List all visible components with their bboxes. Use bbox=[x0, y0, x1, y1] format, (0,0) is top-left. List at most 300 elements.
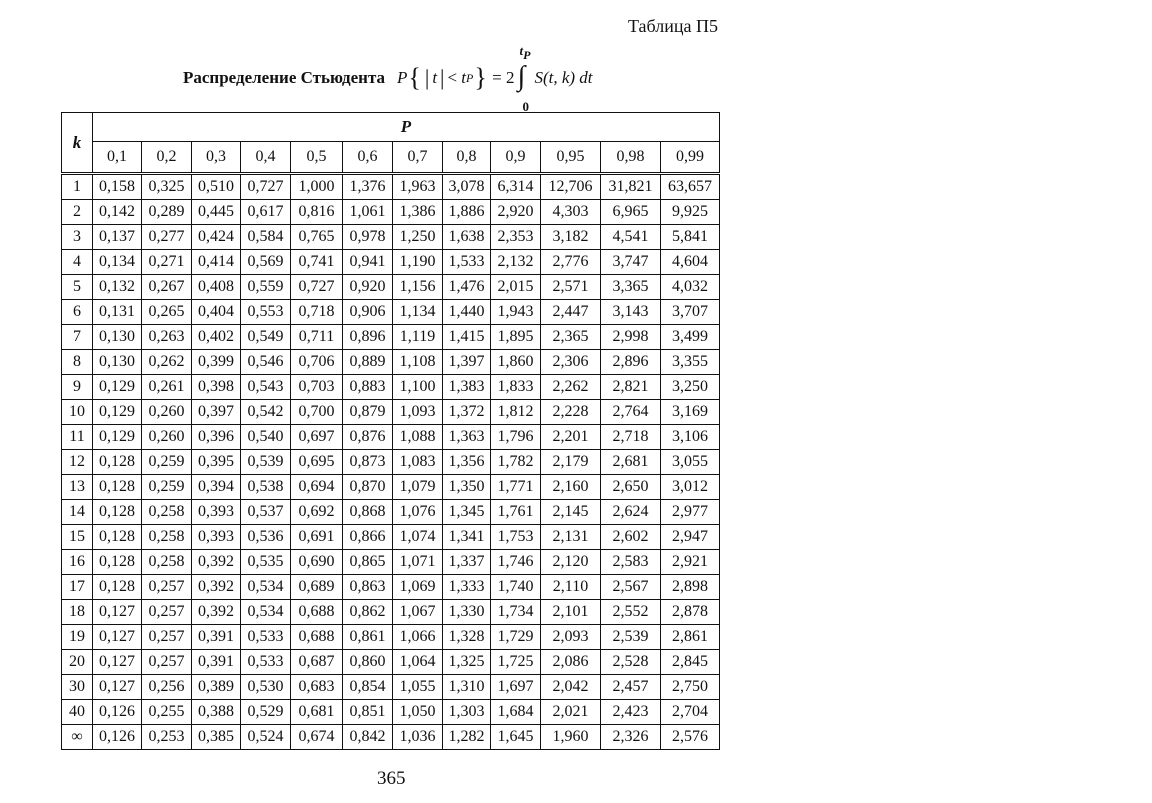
formula-left-brace: { bbox=[408, 63, 421, 92]
value-cell: 0,539 bbox=[241, 450, 291, 475]
value-cell: 1,746 bbox=[491, 550, 541, 575]
table-row bbox=[62, 600, 720, 625]
value-cell: 0,559 bbox=[241, 275, 291, 300]
value-cell: 0,683 bbox=[291, 675, 343, 700]
value-cell: 0,128 bbox=[93, 575, 142, 600]
value-cell: 1,134 bbox=[393, 300, 443, 325]
value-cell: 0,126 bbox=[93, 700, 142, 725]
value-cell: 1,771 bbox=[491, 475, 541, 500]
table-row bbox=[62, 300, 720, 325]
value-cell: 0,978 bbox=[343, 225, 393, 250]
value-cell: 0,765 bbox=[291, 225, 343, 250]
value-cell: 0,691 bbox=[291, 525, 343, 550]
value-cell: 0,860 bbox=[343, 650, 393, 675]
value-cell: 0,130 bbox=[93, 350, 142, 375]
value-cell: 0,257 bbox=[142, 600, 192, 625]
value-cell: 1,397 bbox=[443, 350, 491, 375]
value-cell: 1,415 bbox=[443, 325, 491, 350]
value-cell: 3,250 bbox=[661, 375, 720, 400]
value-cell: 1,303 bbox=[443, 700, 491, 725]
value-cell: 3,499 bbox=[661, 325, 720, 350]
probability-header: 0,5 bbox=[291, 142, 343, 174]
probability-header: 0,2 bbox=[142, 142, 192, 174]
value-cell: 0,129 bbox=[93, 425, 142, 450]
value-cell: 0,393 bbox=[192, 500, 241, 525]
k-cell: 15 bbox=[62, 525, 93, 550]
value-cell: 63,657 bbox=[661, 174, 720, 200]
k-cell: 1 bbox=[62, 174, 93, 200]
table-row bbox=[62, 425, 720, 450]
value-cell: 12,706 bbox=[541, 174, 601, 200]
value-cell: 1,740 bbox=[491, 575, 541, 600]
value-cell: 0,870 bbox=[343, 475, 393, 500]
value-cell: 2,920 bbox=[491, 200, 541, 225]
k-cell: 7 bbox=[62, 325, 93, 350]
value-cell: 0,697 bbox=[291, 425, 343, 450]
value-cell: 0,534 bbox=[241, 600, 291, 625]
value-cell: 1,083 bbox=[393, 450, 443, 475]
table-body bbox=[62, 174, 720, 750]
value-cell: 4,541 bbox=[601, 225, 661, 250]
value-cell: 4,032 bbox=[661, 275, 720, 300]
value-cell: 0,681 bbox=[291, 700, 343, 725]
table-label: Таблица П5 bbox=[628, 16, 718, 36]
value-cell: 1,069 bbox=[393, 575, 443, 600]
value-cell: 2,650 bbox=[601, 475, 661, 500]
value-cell: 1,725 bbox=[491, 650, 541, 675]
value-cell: 0,549 bbox=[241, 325, 291, 350]
value-cell: 2,750 bbox=[661, 675, 720, 700]
value-cell: 2,423 bbox=[601, 700, 661, 725]
formula-integrand: S(t, k) dt bbox=[534, 68, 593, 87]
value-cell: 2,776 bbox=[541, 250, 601, 275]
value-cell: 1,796 bbox=[491, 425, 541, 450]
k-cell: 40 bbox=[62, 700, 93, 725]
value-cell: 0,873 bbox=[343, 450, 393, 475]
table-row bbox=[62, 174, 720, 200]
value-cell: 3,365 bbox=[601, 275, 661, 300]
value-cell: 2,132 bbox=[491, 250, 541, 275]
value-cell: 3,169 bbox=[661, 400, 720, 425]
value-cell: 0,866 bbox=[343, 525, 393, 550]
table-row bbox=[62, 700, 720, 725]
table-row bbox=[62, 525, 720, 550]
value-cell: 1,476 bbox=[443, 275, 491, 300]
value-cell: 0,394 bbox=[192, 475, 241, 500]
formula-right-brace: } bbox=[474, 63, 487, 92]
value-cell: 0,127 bbox=[93, 600, 142, 625]
value-cell: 0,524 bbox=[241, 725, 291, 750]
value-cell: 1,100 bbox=[393, 375, 443, 400]
value-cell: 0,392 bbox=[192, 550, 241, 575]
value-cell: 2,042 bbox=[541, 675, 601, 700]
value-cell: 4,604 bbox=[661, 250, 720, 275]
value-cell: 0,906 bbox=[343, 300, 393, 325]
value-cell: 0,530 bbox=[241, 675, 291, 700]
k-cell: 20 bbox=[62, 650, 93, 675]
value-cell: 2,528 bbox=[601, 650, 661, 675]
value-cell: 3,055 bbox=[661, 450, 720, 475]
value-cell: 3,078 bbox=[443, 174, 491, 200]
value-cell: 0,700 bbox=[291, 400, 343, 425]
value-cell: 2,861 bbox=[661, 625, 720, 650]
value-cell: 1,697 bbox=[491, 675, 541, 700]
table-row bbox=[62, 325, 720, 350]
value-cell: 1,440 bbox=[443, 300, 491, 325]
value-cell: 1,036 bbox=[393, 725, 443, 750]
formula-p: P bbox=[397, 68, 408, 87]
value-cell: 0,142 bbox=[93, 200, 142, 225]
value-cell: 0,399 bbox=[192, 350, 241, 375]
value-cell: 2,120 bbox=[541, 550, 601, 575]
probability-header: 0,3 bbox=[192, 142, 241, 174]
value-cell: 2,898 bbox=[661, 575, 720, 600]
k-column-header: k bbox=[62, 113, 93, 174]
value-cell: 2,602 bbox=[601, 525, 661, 550]
k-cell: ∞ bbox=[62, 725, 93, 750]
value-cell: 0,862 bbox=[343, 600, 393, 625]
value-cell: 0,876 bbox=[343, 425, 393, 450]
value-cell: 1,638 bbox=[443, 225, 491, 250]
value-cell: 0,397 bbox=[192, 400, 241, 425]
value-cell: 1,376 bbox=[343, 174, 393, 200]
value-cell: 0,553 bbox=[241, 300, 291, 325]
value-cell: 0,727 bbox=[291, 275, 343, 300]
value-cell: 0,255 bbox=[142, 700, 192, 725]
value-cell: 0,134 bbox=[93, 250, 142, 275]
value-cell: 1,066 bbox=[393, 625, 443, 650]
table-row bbox=[62, 450, 720, 475]
value-cell: 0,258 bbox=[142, 550, 192, 575]
value-cell: 0,408 bbox=[192, 275, 241, 300]
k-cell: 9 bbox=[62, 375, 93, 400]
value-cell: 0,529 bbox=[241, 700, 291, 725]
value-cell: 1,156 bbox=[393, 275, 443, 300]
table-row bbox=[62, 500, 720, 525]
formula-abs-left: | bbox=[424, 65, 430, 90]
value-cell: 2,896 bbox=[601, 350, 661, 375]
table-row bbox=[62, 725, 720, 750]
table-row bbox=[62, 625, 720, 650]
value-cell: 1,119 bbox=[393, 325, 443, 350]
value-cell: 1,067 bbox=[393, 600, 443, 625]
table-row bbox=[62, 650, 720, 675]
probability-header: 0,8 bbox=[443, 142, 491, 174]
value-cell: 0,265 bbox=[142, 300, 192, 325]
value-cell: 0,537 bbox=[241, 500, 291, 525]
value-cell: 0,688 bbox=[291, 600, 343, 625]
value-cell: 2,457 bbox=[601, 675, 661, 700]
value-cell: 0,424 bbox=[192, 225, 241, 250]
probability-header: 0,6 bbox=[343, 142, 393, 174]
value-cell: 0,535 bbox=[241, 550, 291, 575]
value-cell: 1,282 bbox=[443, 725, 491, 750]
value-cell: 1,337 bbox=[443, 550, 491, 575]
value-cell: 2,998 bbox=[601, 325, 661, 350]
value-cell: 1,761 bbox=[491, 500, 541, 525]
value-cell: 0,263 bbox=[142, 325, 192, 350]
value-cell: 0,896 bbox=[343, 325, 393, 350]
value-cell: 1,055 bbox=[393, 675, 443, 700]
value-cell: 2,718 bbox=[601, 425, 661, 450]
value-cell: 1,350 bbox=[443, 475, 491, 500]
value-cell: 1,310 bbox=[443, 675, 491, 700]
value-cell: 2,145 bbox=[541, 500, 601, 525]
formula-coef: 2 bbox=[505, 68, 515, 87]
value-cell: 6,314 bbox=[491, 174, 541, 200]
value-cell: 2,306 bbox=[541, 350, 601, 375]
formula-eq: = bbox=[492, 68, 502, 87]
value-cell: 1,386 bbox=[393, 200, 443, 225]
table-row bbox=[62, 350, 720, 375]
value-cell: 0,706 bbox=[291, 350, 343, 375]
value-cell: 3,707 bbox=[661, 300, 720, 325]
value-cell: 0,271 bbox=[142, 250, 192, 275]
value-cell: 2,131 bbox=[541, 525, 601, 550]
value-cell: 0,391 bbox=[192, 650, 241, 675]
value-cell: 0,257 bbox=[142, 650, 192, 675]
value-cell: 2,681 bbox=[601, 450, 661, 475]
k-cell: 30 bbox=[62, 675, 93, 700]
value-cell: 0,127 bbox=[93, 650, 142, 675]
k-cell: 16 bbox=[62, 550, 93, 575]
value-cell: 0,260 bbox=[142, 425, 192, 450]
table-row bbox=[62, 675, 720, 700]
value-cell: 2,571 bbox=[541, 275, 601, 300]
student-distribution-table bbox=[61, 112, 720, 750]
value-cell: 0,267 bbox=[142, 275, 192, 300]
table-row bbox=[62, 400, 720, 425]
table-row bbox=[62, 475, 720, 500]
value-cell: 2,704 bbox=[661, 700, 720, 725]
value-cell: 1,076 bbox=[393, 500, 443, 525]
value-cell: 5,841 bbox=[661, 225, 720, 250]
value-cell: 2,101 bbox=[541, 600, 601, 625]
value-cell: 0,259 bbox=[142, 475, 192, 500]
value-cell: 0,584 bbox=[241, 225, 291, 250]
value-cell: 1,061 bbox=[343, 200, 393, 225]
value-cell: 1,000 bbox=[291, 174, 343, 200]
value-cell: 0,674 bbox=[291, 725, 343, 750]
value-cell: 0,402 bbox=[192, 325, 241, 350]
value-cell: 0,718 bbox=[291, 300, 343, 325]
value-cell: 1,064 bbox=[393, 650, 443, 675]
value-cell: 2,201 bbox=[541, 425, 601, 450]
value-cell: 0,132 bbox=[93, 275, 142, 300]
k-cell: 18 bbox=[62, 600, 93, 625]
k-cell: 19 bbox=[62, 625, 93, 650]
value-cell: 0,258 bbox=[142, 525, 192, 550]
value-cell: 1,330 bbox=[443, 600, 491, 625]
value-cell: 1,960 bbox=[541, 725, 601, 750]
value-cell: 2,086 bbox=[541, 650, 601, 675]
value-cell: 2,583 bbox=[601, 550, 661, 575]
value-cell: 0,128 bbox=[93, 550, 142, 575]
value-cell: 1,088 bbox=[393, 425, 443, 450]
value-cell: 2,110 bbox=[541, 575, 601, 600]
value-cell: 1,363 bbox=[443, 425, 491, 450]
value-cell: 0,158 bbox=[93, 174, 142, 200]
value-cell: 0,289 bbox=[142, 200, 192, 225]
table-row bbox=[62, 225, 720, 250]
value-cell: 1,071 bbox=[393, 550, 443, 575]
table-row bbox=[62, 275, 720, 300]
value-cell: 0,393 bbox=[192, 525, 241, 550]
value-cell: 6,965 bbox=[601, 200, 661, 225]
heading-title: Распределение Стьюдента bbox=[183, 68, 386, 87]
value-cell: 0,414 bbox=[192, 250, 241, 275]
value-cell: 2,447 bbox=[541, 300, 601, 325]
formula-abs-right: | bbox=[440, 65, 445, 90]
value-cell: 0,128 bbox=[93, 450, 142, 475]
table-row bbox=[62, 375, 720, 400]
value-cell: 0,256 bbox=[142, 675, 192, 700]
value-cell: 0,129 bbox=[93, 375, 142, 400]
value-cell: 0,259 bbox=[142, 450, 192, 475]
value-cell: 0,695 bbox=[291, 450, 343, 475]
probability-header: 0,4 bbox=[241, 142, 291, 174]
probability-header: 0,7 bbox=[393, 142, 443, 174]
value-cell: 0,392 bbox=[192, 600, 241, 625]
value-cell: 0,261 bbox=[142, 375, 192, 400]
value-cell: 0,690 bbox=[291, 550, 343, 575]
value-cell: 3,106 bbox=[661, 425, 720, 450]
k-cell: 17 bbox=[62, 575, 93, 600]
formula bbox=[397, 43, 593, 114]
value-cell: 2,093 bbox=[541, 625, 601, 650]
value-cell: 0,129 bbox=[93, 400, 142, 425]
value-cell: 31,821 bbox=[601, 174, 661, 200]
value-cell: 0,688 bbox=[291, 625, 343, 650]
value-cell: 2,921 bbox=[661, 550, 720, 575]
value-cell: 3,143 bbox=[601, 300, 661, 325]
value-cell: 1,833 bbox=[491, 375, 541, 400]
value-cell: 0,851 bbox=[343, 700, 393, 725]
value-cell: 0,569 bbox=[241, 250, 291, 275]
value-cell: 0,325 bbox=[142, 174, 192, 200]
value-cell: 0,703 bbox=[291, 375, 343, 400]
formula-lt: < bbox=[447, 68, 458, 87]
value-cell: 1,963 bbox=[393, 174, 443, 200]
value-cell: 2,365 bbox=[541, 325, 601, 350]
table-row bbox=[62, 575, 720, 600]
value-cell: 2,179 bbox=[541, 450, 601, 475]
value-cell: 9,925 bbox=[661, 200, 720, 225]
value-cell: 0,127 bbox=[93, 675, 142, 700]
probability-header: 0,98 bbox=[601, 142, 661, 174]
value-cell: 0,533 bbox=[241, 650, 291, 675]
value-cell: 1,108 bbox=[393, 350, 443, 375]
value-cell: 0,396 bbox=[192, 425, 241, 450]
value-cell: 2,353 bbox=[491, 225, 541, 250]
value-cell: 2,326 bbox=[601, 725, 661, 750]
value-cell: 0,534 bbox=[241, 575, 291, 600]
k-cell: 2 bbox=[62, 200, 93, 225]
value-cell: 1,345 bbox=[443, 500, 491, 525]
value-cell: 1,079 bbox=[393, 475, 443, 500]
value-cell: 0,404 bbox=[192, 300, 241, 325]
value-cell: 0,879 bbox=[343, 400, 393, 425]
value-cell: 1,895 bbox=[491, 325, 541, 350]
value-cell: 0,816 bbox=[291, 200, 343, 225]
value-cell: 2,552 bbox=[601, 600, 661, 625]
value-cell: 0,546 bbox=[241, 350, 291, 375]
probability-header: 0,1 bbox=[93, 142, 142, 174]
value-cell: 1,753 bbox=[491, 525, 541, 550]
value-cell: 0,920 bbox=[343, 275, 393, 300]
value-cell: 2,539 bbox=[601, 625, 661, 650]
k-cell: 12 bbox=[62, 450, 93, 475]
value-cell: 0,889 bbox=[343, 350, 393, 375]
value-cell: 0,540 bbox=[241, 425, 291, 450]
value-cell: 0,868 bbox=[343, 500, 393, 525]
value-cell: 0,842 bbox=[343, 725, 393, 750]
value-cell: 0,861 bbox=[343, 625, 393, 650]
value-cell: 0,692 bbox=[291, 500, 343, 525]
value-cell: 2,947 bbox=[661, 525, 720, 550]
value-cell: 0,741 bbox=[291, 250, 343, 275]
value-cell: 0,391 bbox=[192, 625, 241, 650]
value-cell: 1,333 bbox=[443, 575, 491, 600]
value-cell: 3,012 bbox=[661, 475, 720, 500]
value-cell: 0,863 bbox=[343, 575, 393, 600]
value-cell: 0,126 bbox=[93, 725, 142, 750]
value-cell: 0,538 bbox=[241, 475, 291, 500]
value-cell: 1,356 bbox=[443, 450, 491, 475]
value-cell: 0,131 bbox=[93, 300, 142, 325]
k-cell: 8 bbox=[62, 350, 93, 375]
integral-sign: ∫ tP 0 bbox=[517, 43, 531, 114]
k-cell: 11 bbox=[62, 425, 93, 450]
value-cell: 0,385 bbox=[192, 725, 241, 750]
value-cell: 0,687 bbox=[291, 650, 343, 675]
value-cell: 0,262 bbox=[142, 350, 192, 375]
k-cell: 6 bbox=[62, 300, 93, 325]
value-cell: 2,977 bbox=[661, 500, 720, 525]
probability-header: 0,9 bbox=[491, 142, 541, 174]
value-cell: 0,533 bbox=[241, 625, 291, 650]
value-cell: 0,865 bbox=[343, 550, 393, 575]
value-cell: 0,398 bbox=[192, 375, 241, 400]
p-group-header: P bbox=[93, 113, 720, 142]
value-cell: 1,383 bbox=[443, 375, 491, 400]
value-cell: 0,260 bbox=[142, 400, 192, 425]
table-row bbox=[62, 200, 720, 225]
value-cell: 2,845 bbox=[661, 650, 720, 675]
value-cell: 1,729 bbox=[491, 625, 541, 650]
k-cell: 5 bbox=[62, 275, 93, 300]
value-cell: 0,130 bbox=[93, 325, 142, 350]
value-cell: 0,389 bbox=[192, 675, 241, 700]
value-cell: 0,854 bbox=[343, 675, 393, 700]
integral-upper-limit: tP bbox=[519, 43, 531, 62]
value-cell: 1,734 bbox=[491, 600, 541, 625]
value-cell: 0,543 bbox=[241, 375, 291, 400]
value-cell: 3,747 bbox=[601, 250, 661, 275]
value-cell: 2,160 bbox=[541, 475, 601, 500]
k-cell: 4 bbox=[62, 250, 93, 275]
value-cell: 1,886 bbox=[443, 200, 491, 225]
value-cell: 0,617 bbox=[241, 200, 291, 225]
value-cell: 0,137 bbox=[93, 225, 142, 250]
value-cell: 1,645 bbox=[491, 725, 541, 750]
value-cell: 0,445 bbox=[192, 200, 241, 225]
value-cell: 2,567 bbox=[601, 575, 661, 600]
value-cell: 1,812 bbox=[491, 400, 541, 425]
value-cell: 1,325 bbox=[443, 650, 491, 675]
value-cell: 0,257 bbox=[142, 575, 192, 600]
value-cell: 0,388 bbox=[192, 700, 241, 725]
